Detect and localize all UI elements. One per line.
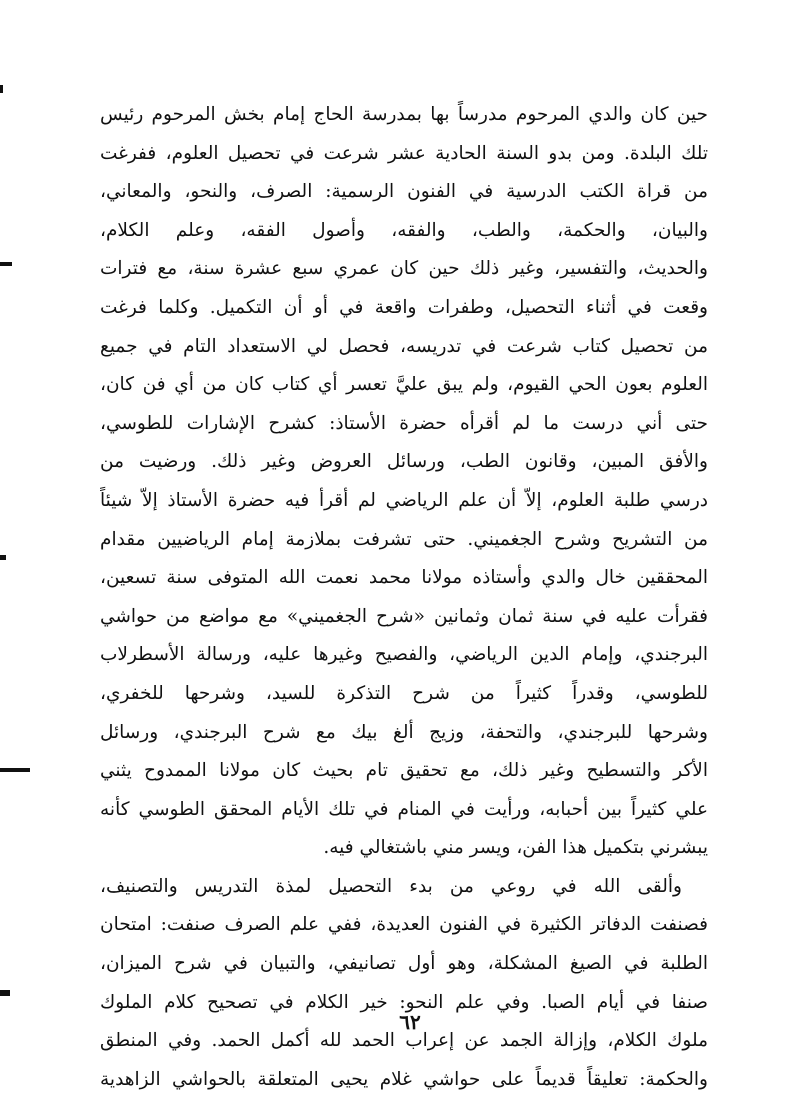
text-line: للطوسي، وقدراً كثيراً من شرح التذكرة للسيد، وشرحها للخفري، bbox=[100, 682, 708, 704]
text-line: وألقى الله في روعي من بدء التحصيل لمذة التدريس والتصنيف، bbox=[100, 875, 682, 897]
margin-mark bbox=[0, 990, 10, 996]
text-line: الطلبة في الصيغ المشكلة، وهو أول تصانيفي، والتبيان في شرح الميزان، bbox=[100, 953, 708, 975]
text-line: تلك البلدة. ومن بدو السنة الحادية عشر شرعت في تحصيل العلوم، ففرغت bbox=[100, 142, 708, 164]
text-line: درسي طلبة العلوم، إلاّ أن علم الرياضي لم أقرأ فيه حضرة الأستاذ إلاّ شيئاً bbox=[100, 489, 708, 511]
text-line: البرجندي، وإمام الدين الرياضي، والفصيح وغيرها عليه، ورسالة الأسطرلاب bbox=[100, 644, 708, 666]
text-line: صنفا في أيام الصبا. وفي علم النحو: خير الكلام في تصحيح كلام الملوك bbox=[100, 991, 708, 1013]
text-line: والحكمة: تعليقاً قديماً على حواشي غلام يحيى المتعلقة بالحواشي الزاهدية bbox=[100, 1068, 708, 1090]
text-line: علي كثيراً بين أحبابه، ورأيت في المنام في تلك الأيام المحقق الطوسي كأنه bbox=[100, 798, 708, 820]
margin-mark bbox=[0, 85, 3, 93]
text-line: العلوم بعون الحي القيوم، ولم يبق عليَّ تعسر أي كتاب كان من أي فن كان، bbox=[100, 374, 708, 396]
text-line: فقرأت عليه في سنة ثمان وثمانين «شرح الجغميني» مع مواضع من حواشي bbox=[100, 605, 708, 627]
page-number: ٦٢ bbox=[399, 1010, 421, 1034]
text-line: الأكر والتسطيح وغير ذلك، مع تحقيق تام بحيث كان مولانا الممدوح يثني bbox=[100, 760, 708, 782]
text-line: المحققين خال والدي وأستاذه مولانا محمد نعمت الله المتوفى سنة تسعين، bbox=[100, 567, 708, 589]
text-line: من تحصيل كتاب شرعت في تدريسه، فحصل لي الاستعداد التام في جميع bbox=[100, 335, 708, 357]
body-text bbox=[100, 96, 708, 1099]
text-line: ملوك الكلام، وإزالة الجمد عن إعراب الحمد لله أكمل الحمد. وفي المنطق bbox=[100, 1030, 708, 1052]
text-line: من قراة الكتب الدرسية في الفنون الرسمية: الصرف، والنحو، والمعاني، bbox=[100, 181, 708, 203]
text-line: وقعت في أثناء التحصيل، وطفرات واقعة في أو أن التكميل. وكلما فرغت bbox=[100, 296, 708, 318]
text-line: وشرحها للبرجندي، والتحفة، وزيج ألغ بيك مع شرح البرجندي، ورسائل bbox=[100, 721, 708, 743]
text-line: والحديث، والتفسير، وغير ذلك حين كان عمري سبع عشرة سنة، مع فترات bbox=[100, 258, 708, 280]
margin-mark bbox=[0, 768, 30, 772]
text-line: والأفق المبين، وقانون الطب، ورسائل العروض وغير ذلك. ورضيت من bbox=[100, 451, 708, 473]
text-line: من التشريح وشرح الجغميني. حتى تشرفت بملازمة إمام الرياضيين مقدام bbox=[100, 528, 708, 550]
text-line: يبشرني بتكميل هذا الفن، ويسر مني باشتغالي فيه. bbox=[323, 837, 708, 859]
text-line: فصنفت الدفاتر الكثيرة في الفنون العديدة، ففي علم الصرف صنفت: امتحان bbox=[100, 914, 708, 936]
text-line: والبيان، والحكمة، والطب، والفقه، وأصول الفقه، وعلم الكلام، bbox=[100, 219, 708, 241]
margin-mark bbox=[0, 262, 12, 266]
margin-mark bbox=[0, 555, 6, 560]
text-line: حين كان والدي المرحوم مدرساً بها بمدرسة الحاج إمام بخش المرحوم رئيس bbox=[100, 104, 708, 125]
text-line: حتى أني درست ما لم أقرأه حضرة الأستاذ: كشرح الإشارات للطوسي، bbox=[100, 412, 708, 434]
